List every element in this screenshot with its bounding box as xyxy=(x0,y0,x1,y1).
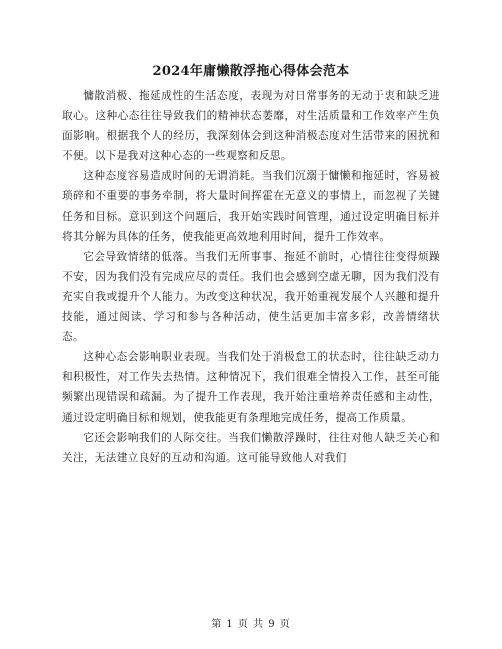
document-body xyxy=(62,86,440,468)
paragraph: 它会导致情绪的低落。当我们无所事事、拖延不前时，心情往往变得烦躁不安，因为我们没有完成应尽的责任。我们也会感到空虚无聊，因为我们没有充实自我或提升个人能力。为改变这种状况，我开始重视发展个人兴趣和提升技能，通过阅读、学习和参与各种活动，使生活更加丰富多彩，改善情绪状态。 xyxy=(62,250,440,344)
paragraph: 这种心态会影响职业表现。当我们处于消极怠工的状态时，往往缺乏动力和积极性，对工作失去热情。这种情况下，我们很难全情投入工作，甚至可能频繁出现错误和疏漏。为了提升工作表现，我开始注重培养责任感和主动性，通过设定明确目标和规划，使我能更有条理地完成任务，提高工作质量。 xyxy=(62,351,440,424)
document-title: 2024年庸懒散浮拖心得体会范本 xyxy=(152,64,350,79)
paragraph: 慵散消极、拖延成性的生活态度，表现为对日常事务的无动于衷和缺乏进取心。这种心态往往导致我们的精神状态萎靡，对生活质量和工作效率产生负面影响。根据我个人的经历，我深刻体会到这种消极态度对生活带来的困扰和不便。以下是我对这种心态的一些观察和反思。 xyxy=(62,90,440,163)
page-number-footer: 第 1 页 共 9 页 xyxy=(211,619,291,630)
paragraph: 它还会影响我们的人际交往。当我们懒散浮躁时，往往对他人缺乏关心和关注，无法建立良好的互动和沟通。这可能导致他人对我们 xyxy=(62,431,440,464)
paragraph: 这种态度容易造成时间的无谓消耗。当我们沉溺于慵懒和拖延时，容易被琐碎和不重要的事务牵制，将大量时间挥霍在无意义的事情上，而忽视了关键任务和目标。意识到这个问题后，我开始实践时间管理，通过设定明确目标并将其分解为具体的任务，使我能更高效地利用时间，提升工作效率。 xyxy=(62,170,440,243)
